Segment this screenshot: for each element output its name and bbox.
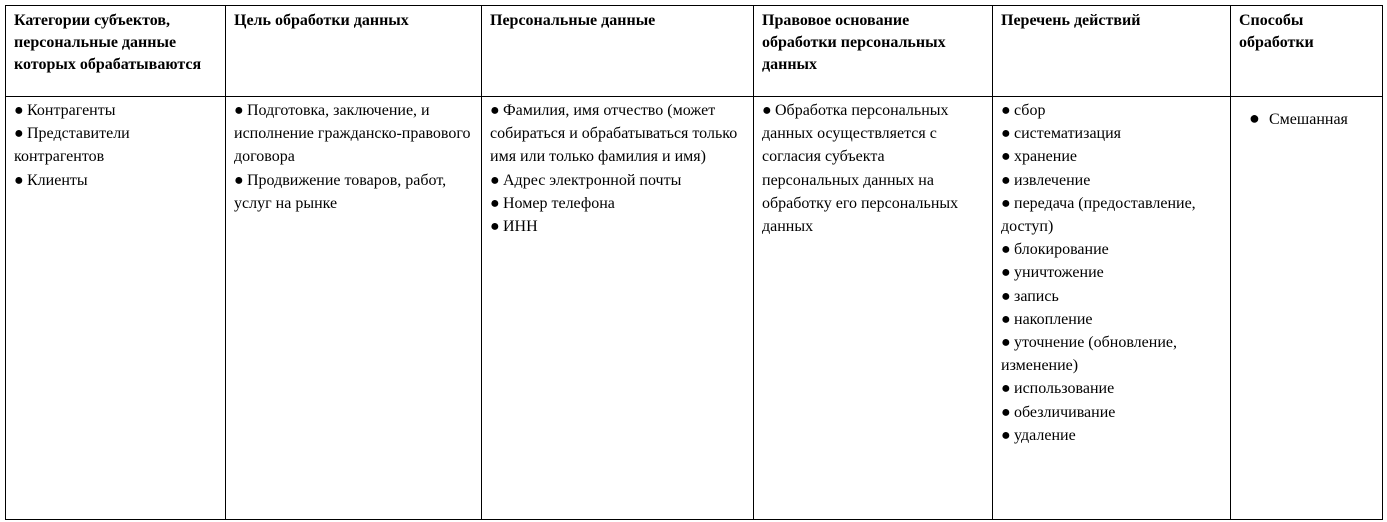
bullet-icon: ● [1001, 403, 1011, 421]
subject-categories-list [14, 99, 217, 192]
bullet-icon: ● [1001, 426, 1011, 444]
list-item [1001, 377, 1222, 400]
list-item-text: сбор [1014, 102, 1046, 119]
bullet-icon: ● [1001, 310, 1011, 328]
list-item [1001, 169, 1222, 192]
list-item [1001, 261, 1222, 284]
list-item-text: Представители контрагентов [14, 125, 130, 166]
bullet-icon: ● [490, 171, 500, 189]
header-processing-purpose: Цель обработки данных [226, 6, 482, 97]
list-item-text: Клиенты [27, 171, 88, 189]
bullet-icon: ● [1001, 171, 1011, 189]
list-item-text: уточнение (обновление, изменение) [1001, 334, 1177, 375]
list-item-text: Контрагенты [27, 102, 116, 119]
header-actions-list: Перечень действий [993, 6, 1231, 97]
list-item [1001, 401, 1222, 424]
bullet-icon: ● [1001, 125, 1011, 143]
list-item-text: Смешанная [1269, 111, 1348, 128]
cell-personal-data [482, 97, 754, 520]
list-item-text: Адрес электронной почты [503, 171, 682, 189]
bullet-icon: ● [234, 171, 244, 189]
list-item-text: передача (предоставление, доступ) [1001, 194, 1196, 236]
list-item-text: Подготовка, заключение, и исполнение гражданско-правового договора [234, 102, 471, 166]
list-item-text: хранение [1014, 148, 1077, 166]
list-item [1001, 122, 1222, 145]
list-item [1001, 308, 1222, 331]
bullet-icon: ● [1001, 334, 1011, 352]
list-item-text: систематизация [1014, 125, 1122, 143]
actions-list [1001, 99, 1222, 447]
bullet-icon: ● [1001, 241, 1011, 259]
bullet-icon: ● [1001, 264, 1011, 282]
bullet-icon: ● [1001, 287, 1011, 305]
cell-actions-list [993, 97, 1231, 520]
legal-basis-list [762, 99, 984, 238]
list-item [1001, 145, 1222, 168]
list-item [490, 192, 745, 215]
list-item-text: Номер телефона [503, 194, 615, 212]
list-item [234, 99, 473, 169]
list-item-text: накопление [1014, 310, 1093, 328]
list-item [234, 169, 473, 215]
processing-methods-list [1249, 107, 1374, 131]
bullet-icon: ● [1001, 380, 1011, 398]
list-item [490, 215, 745, 238]
list-item-text: запись [1014, 287, 1059, 305]
personal-data-list [490, 99, 745, 238]
list-item [490, 99, 745, 169]
list-item-text: ИНН [503, 218, 538, 236]
list-item [762, 99, 984, 238]
list-item-text: удаление [1014, 426, 1076, 444]
bullet-icon: ● [1001, 102, 1011, 119]
cell-legal-basis [754, 97, 993, 520]
list-item-text: уничтожение [1014, 264, 1104, 282]
list-item [14, 122, 217, 168]
bullet-icon: ● [14, 171, 24, 189]
header-processing-methods: Способы обработки [1231, 6, 1383, 97]
bullet-icon: ● [14, 102, 24, 119]
cell-subject-categories [6, 97, 226, 520]
table-row [6, 97, 1383, 520]
bullet-icon: ● [234, 102, 244, 119]
cell-processing-purpose [226, 97, 482, 520]
bullet-icon: ● [762, 102, 772, 119]
bullet-icon: ● [1249, 108, 1260, 128]
list-item-text: Обработка персональных данных осуществляется с согласия субъекта персональных данных на обработку его персональных данных [762, 102, 959, 236]
bullet-icon: ● [490, 102, 500, 119]
list-item [14, 169, 217, 192]
list-item-text: извлечение [1014, 171, 1091, 189]
cell-processing-methods [1231, 97, 1383, 520]
bullet-icon: ● [14, 125, 24, 143]
header-personal-data: Персональные данные [482, 6, 754, 97]
header-legal-basis: Правовое основание обработки персональных данных [754, 6, 993, 97]
list-item-text: Фамилия, имя отчество (может собираться и обрабатываться только имя или только фамилия и имя) [490, 102, 738, 166]
list-item [1001, 99, 1222, 122]
list-item [1001, 238, 1222, 261]
list-item [1001, 192, 1222, 238]
list-item [14, 99, 217, 122]
list-item [1249, 107, 1374, 131]
header-subject-categories: Категории субъектов, персональные данные которых обрабатываются [6, 6, 226, 97]
list-item [1001, 331, 1222, 377]
bullet-icon: ● [1001, 194, 1011, 212]
personal-data-table [5, 5, 1383, 520]
processing-purpose-list [234, 99, 473, 215]
bullet-icon: ● [490, 218, 500, 236]
header-row [6, 6, 1383, 97]
list-item [1001, 424, 1222, 447]
list-item [1001, 285, 1222, 308]
list-item [490, 169, 745, 192]
bullet-icon: ● [1001, 148, 1011, 166]
list-item-text: использование [1014, 380, 1115, 398]
list-item-text: обезличивание [1014, 403, 1116, 421]
bullet-icon: ● [490, 194, 500, 212]
list-item-text: блокирование [1014, 241, 1109, 259]
list-item-text: Продвижение товаров, работ, услуг на рынке [234, 171, 447, 212]
